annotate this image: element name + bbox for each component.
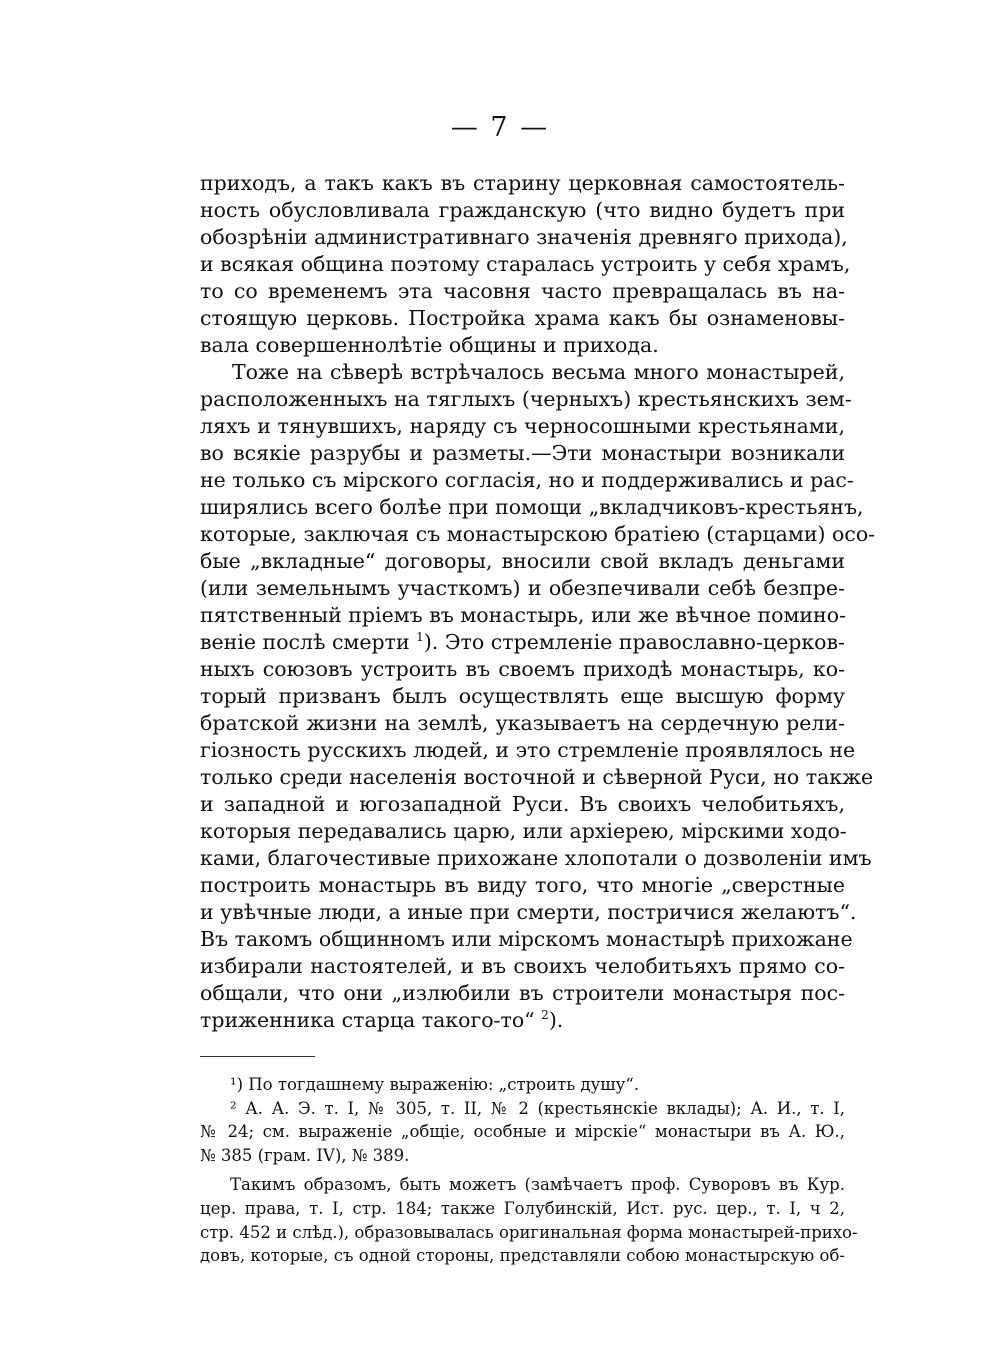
page-number: — 7 — xyxy=(450,112,550,143)
footnote-ref-1: 1 xyxy=(416,630,424,645)
text-line: Въ такомъ общинномъ или мірскомъ монастырѣ прихожане xyxy=(200,927,853,951)
footnote-line: стр. 452 и слѣд.), образовывалась оригинальная форма монастырей-прихо- xyxy=(200,1222,858,1242)
text-line: и увѣчные люди, а иные при смерти, постричися желаютъ“. xyxy=(200,900,857,924)
text-line: ность обусловливала гражданскую (что видно будетъ при xyxy=(200,198,845,222)
footnote-line: Такимъ образомъ, быть можетъ (замѣчаетъ проф. Суворовъ въ Кур. xyxy=(230,1175,845,1195)
text-line: ныхъ союзовъ устроить въ своемъ приходѣ монастырь, ко- xyxy=(200,657,845,681)
footnotes xyxy=(200,1073,858,1268)
text-fragment: веніе послѣ смерти xyxy=(200,630,410,654)
text-line: гіозность русскихъ людей, и это стремленіе проявлялось не xyxy=(200,738,856,762)
text-line: торый призванъ былъ осуществлять еще высшую форму xyxy=(200,684,845,708)
text-line: расположенныхъ на тяглыхъ (черныхъ) крестьянскихъ зем- xyxy=(200,387,852,411)
footnote-line: № 24; см. выраженіе „общіе, особные и мірскіе“ монастыри въ А. Ю., xyxy=(200,1122,845,1142)
text-line: ширялись всего болѣе при помощи „вкладчиковъ-крестьянъ, xyxy=(200,495,864,519)
text-line: которыя передавались царю, или архіерею, мірскими ходо- xyxy=(200,819,847,843)
footnote-divider xyxy=(200,1056,315,1057)
text-fragment: ). xyxy=(548,1008,564,1032)
text-line: стоящую церковь. Постройка храма какъ бы ознаменовы- xyxy=(200,306,845,330)
text-line-with-footnote xyxy=(200,1007,845,1034)
text-line: пятственный пріемъ въ монастырь, или же вѣчное помино- xyxy=(200,603,846,627)
text-line: во всякіе разрубы и разметы.—Эти монастыри возникали xyxy=(200,441,845,465)
text-line: братской жизни на землѣ, указываетъ на сердечную рели- xyxy=(200,711,845,735)
text-line: ляхъ и тянувшихъ, наряду съ черносошными крестьянами, xyxy=(200,414,845,438)
text-line: избирали настоятелей, и въ своихъ челобитьяхъ прямо со- xyxy=(200,954,845,978)
text-line: бые „вкладные“ договоры, вносили свой вкладъ деньгами xyxy=(200,549,845,573)
text-line: построить монастырь въ виду того, что многіе „сверстные xyxy=(200,873,845,897)
text-line: не только съ мірского согласія, но и поддерживались и рас- xyxy=(200,468,854,492)
text-line: и западной и югозападной Руси. Въ своихъ челобитьяхъ, xyxy=(200,792,845,816)
text-fragment: ). Это стремленіе православно-церков- xyxy=(423,630,845,654)
text-line: которые, заключая съ монастырскою братіею (старцами) осо- xyxy=(200,522,876,546)
text-line: Тоже на сѣверѣ встрѣчалось весьма много монастырей, xyxy=(232,360,845,384)
text-line: общали, что они „излюбили въ строители монастыря пос- xyxy=(200,981,845,1005)
text-line-with-footnote xyxy=(200,629,845,656)
footnote-line: № 385 (грам. IV), № 389. xyxy=(200,1145,410,1165)
text-line: (или земельнымъ участкомъ) и обезпечивали себѣ безпре- xyxy=(200,576,845,600)
footnote-line: довъ, которые, съ одной стороны, представляли собою монастырскую об- xyxy=(200,1246,845,1266)
footnote-ref-2: 2 xyxy=(541,1008,549,1023)
text-line: обозрѣніи административнаго значенія древняго прихода), xyxy=(200,225,848,249)
footnote-line: цер. права, т. I, стр. 184; также Голубинскій, Ист. рус. цер., т. I, ч 2, xyxy=(200,1198,845,1218)
text-line: приходъ, а такъ какъ въ старину церковная самостоятель- xyxy=(200,171,845,195)
main-text xyxy=(200,170,876,1034)
text-line: и всякая община поэтому старалась устроить у себя храмъ, xyxy=(200,252,851,276)
text-line: вала совершеннолѣтіе общины и прихода. xyxy=(200,333,659,357)
footnote-line: ² А. А. Э. т. I, № 305, т. II, № 2 (крестьянскіе вклады); А. И., т. I, xyxy=(230,1098,845,1118)
text-line: ками, благочестивые прихожане хлопотали о дозволеніи имъ xyxy=(200,846,872,870)
footnote-line: ¹) По тогдашнему выраженію: „строить душу“. xyxy=(230,1075,640,1094)
text-line: то со временемъ эта часовня часто превращалась въ на- xyxy=(200,279,845,303)
text-line: только среди населенія восточной и сѣверной Руси, но также xyxy=(200,765,874,789)
text-fragment: триженника старца такого-то“ xyxy=(200,1008,535,1032)
